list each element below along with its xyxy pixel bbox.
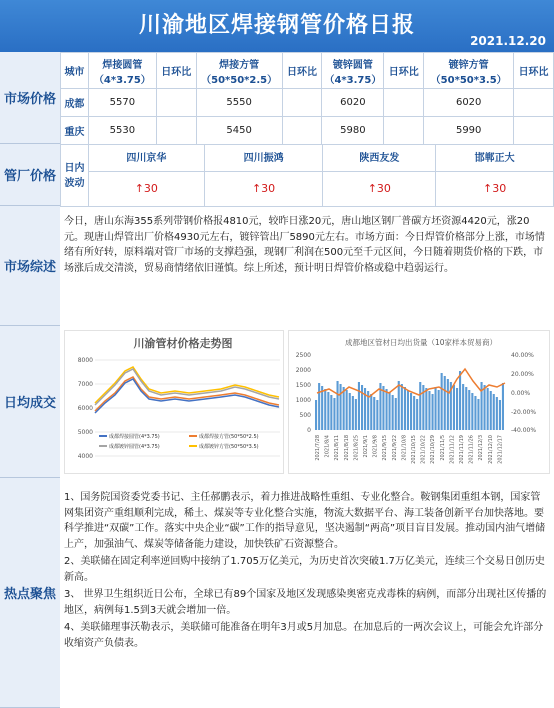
- bar: [410, 393, 412, 430]
- mill-change: ↑30: [483, 181, 507, 195]
- product-header: 镀锌方管 （50*50*3.5）: [424, 53, 514, 89]
- table-row: [61, 117, 554, 145]
- section-review: 市场综述: [0, 206, 60, 326]
- bar: [496, 397, 498, 430]
- legend-label: 成都焊接方管(50*50*2.5): [199, 434, 259, 440]
- dod-cell: [384, 117, 424, 145]
- section-hot: 热点聚焦: [0, 478, 60, 708]
- change-line: [317, 369, 505, 397]
- bar: [447, 379, 449, 430]
- bar: [327, 392, 329, 430]
- bar: [474, 396, 476, 430]
- city-header: 城市: [61, 53, 89, 89]
- bar: [499, 400, 501, 430]
- bar: [398, 381, 400, 430]
- hot-news-list: [64, 490, 548, 651]
- mill-name: 四川京华: [89, 146, 204, 172]
- dod-cell: [156, 117, 196, 145]
- x-tick: 2021/11/19: [459, 435, 465, 464]
- bar: [477, 399, 479, 430]
- y-tick: 7000: [77, 381, 93, 388]
- bar: [456, 388, 458, 430]
- x-tick: 2021/10/15: [411, 435, 417, 464]
- bar: [453, 385, 455, 430]
- bar: [324, 389, 326, 430]
- review-text: 今日，唐山东海355系列带钢价格报4810元，较昨日涨20元，唐山地区钢厂普碳方坯资源4420元，涨20元。现唐山焊管出厂价格4930元左右，镀锌管出厂5890元左右。市场方面：今日焊管价格部分上涨，市场情绪有所好转，原料端对管厂市场的支撑趋强，现钢厂利润在500元至千元区间，今日随着期货价格的下跌，市场涨后成交清淡，贸易商情绪依旧谨慎。综上所述，预计明日焊管价格或稳中趋弱运行。: [64, 216, 545, 274]
- mill-cell: [323, 145, 436, 207]
- y-tick: 1500: [295, 382, 311, 389]
- y-tick: 6000: [77, 405, 93, 412]
- legend-label: 成都焊接圆管(4*3.75): [109, 434, 160, 440]
- bar: [468, 390, 470, 430]
- bar: [493, 394, 495, 430]
- x-tick: 2021/10/22: [420, 435, 427, 464]
- dod-cell: [514, 89, 554, 117]
- x-tick: 2021/9/22: [391, 435, 398, 461]
- bar: [321, 386, 323, 430]
- bar: [438, 390, 440, 430]
- x-tick: 2021/8/4: [324, 435, 331, 458]
- dod-header: 日环比: [282, 53, 322, 89]
- mill-change: ↑30: [134, 181, 158, 195]
- shipment-svg: [289, 331, 551, 475]
- price-cell: 5450: [196, 117, 282, 145]
- bar: [392, 395, 394, 430]
- chart-title: 成都地区管材日均出货量（10家样本贸易商）: [344, 338, 498, 347]
- bar: [471, 393, 473, 430]
- bar: [407, 390, 409, 430]
- city-cell: 成都: [61, 89, 89, 117]
- bar: [441, 373, 443, 430]
- y2-tick: 40.00%: [511, 352, 534, 359]
- x-tick: 2021/11/5: [439, 435, 446, 461]
- section-daily: 日均成交: [0, 326, 60, 478]
- mill-cell: [436, 145, 554, 207]
- hot-item: 3、 世界卫生组织近日公布，全球已有89个国家及地区发现感染奥密克戎毒株的病例，而部分出现社区传播的地区，病例每1.5到3天就会增加一倍。: [64, 589, 547, 616]
- bar: [382, 386, 384, 430]
- price-cell: 5990: [424, 117, 514, 145]
- x-tick: 2021/8/25: [353, 435, 360, 461]
- y-tick: 8000: [77, 357, 93, 364]
- bar: [355, 399, 357, 430]
- product-header: 焊接方管 （50*50*2.5）: [196, 53, 282, 89]
- bar: [416, 399, 418, 430]
- dod-header: 日环比: [384, 53, 424, 89]
- mill-name: 邯郸正大: [436, 146, 553, 172]
- mill-cell: [204, 145, 323, 207]
- section-mill-price: 管厂价格: [0, 144, 60, 206]
- bar: [349, 393, 351, 430]
- bar: [404, 387, 406, 430]
- title-bar: [0, 0, 554, 52]
- x-tick: 2021/7/28: [315, 435, 321, 461]
- x-tick: 2021/8/18: [343, 435, 350, 461]
- bar: [401, 384, 403, 430]
- bar: [337, 381, 339, 430]
- city-cell: 重庆: [61, 117, 89, 145]
- price-trend-chart: [64, 330, 284, 474]
- section-market-price: 市场价格: [0, 52, 60, 144]
- bar: [419, 382, 421, 430]
- bar: [315, 400, 317, 430]
- price-cell: 6020: [322, 89, 384, 117]
- bar: [490, 391, 492, 430]
- bar: [465, 387, 467, 430]
- x-tick: 2021/11/26: [468, 435, 475, 464]
- y2-tick: -20.00%: [511, 409, 537, 416]
- x-tick: 2021/12/17: [497, 435, 504, 464]
- bar: [459, 371, 461, 430]
- y-tick: 500: [299, 412, 311, 419]
- dod-header: 日环比: [514, 53, 554, 89]
- product-header: 镀锌圆管 （4*3.75）: [322, 53, 384, 89]
- bar: [343, 387, 345, 430]
- y-tick: 1000: [295, 397, 311, 404]
- price-cell: 5980: [322, 117, 384, 145]
- x-tick: 2021/8/11: [334, 435, 341, 461]
- bar: [358, 382, 360, 430]
- table-row: [61, 89, 554, 117]
- bar: [432, 394, 434, 430]
- bar: [346, 390, 348, 430]
- y2-tick: 0.00%: [511, 390, 531, 397]
- hot-item: 1、国务院国资委党委书记、主任郝鹏表示，着力推进战略性重组、专业化整合。鞍钢集团重组本钢，国家管网集团资产重组顺利完成，稀土、煤炭等专业化整合实施，物流大数据平台、海工装备创新平台加快落地。要科学推进“双碳”工作。落实中央企业“碳”工作的指导意见，坚决遏制“两高”项目盲目发展。推动国内油气增储上产，加强油气、煤炭等储备能力建设，加快铁矿石资源整合。: [64, 492, 546, 550]
- price-cell: 6020: [424, 89, 514, 117]
- dod-cell: [156, 89, 196, 117]
- market-price-table: [60, 52, 554, 145]
- bar: [428, 391, 430, 430]
- x-tick: 2021/9/1: [363, 435, 369, 458]
- page-title: 川渝地区焊接钢管价格日报: [138, 13, 415, 38]
- y-tick: 2000: [295, 367, 311, 374]
- y-tick: 0: [307, 427, 311, 434]
- y2-tick: -40.00%: [511, 427, 537, 434]
- x-tick: 2021/9/8: [372, 435, 379, 458]
- fluctuation-label: 日内波动: [61, 145, 89, 207]
- y2-tick: 20.00%: [511, 371, 534, 378]
- bar: [444, 376, 446, 430]
- price-cell: 5530: [88, 117, 156, 145]
- bar: [389, 392, 391, 430]
- bar: [340, 384, 342, 430]
- chart-title: 川渝管材价格走势图: [133, 338, 233, 350]
- mill-cell: [88, 145, 204, 207]
- report-date: 2021.12.20: [470, 34, 546, 48]
- bar: [352, 396, 354, 430]
- y-tick: 5000: [77, 429, 93, 436]
- hot-item: 4、美联储理事沃勒表示，美联储可能准备在明年3月或5月加息。在加息后的一两次会议上，可能会允许部分收缩资产负债表。: [64, 622, 544, 649]
- bar: [425, 388, 427, 430]
- bar: [373, 397, 375, 430]
- bar: [484, 385, 486, 430]
- mill-name: 陕西友发: [323, 146, 435, 172]
- product-header: 焊接圆管 （4*3.75）: [88, 53, 156, 89]
- hot-item: 2、美联储在固定利率逆回购中接纳了1.705万亿美元，为历史首次突破1.7万亿美元，连续三个交易日创历史新高。: [64, 556, 545, 583]
- dod-cell: [282, 89, 322, 117]
- y-tick: 4000: [77, 453, 93, 460]
- price-trend-svg: [65, 331, 285, 475]
- dod-cell: [384, 89, 424, 117]
- price-cell: 5570: [88, 89, 156, 117]
- legend-label: 成都镀锌方管(50*50*3.5): [199, 444, 259, 450]
- mill-price-table: [60, 144, 554, 207]
- bar: [487, 388, 489, 430]
- x-tick: 2021/11/12: [449, 435, 456, 464]
- x-tick: 2021/10/8: [401, 435, 408, 461]
- bar: [376, 400, 378, 430]
- price-cell: 5550: [196, 89, 282, 117]
- legend-label: 成都镀锌圆管(4*3.75): [109, 444, 160, 450]
- mill-name: 四川振鸿: [205, 146, 323, 172]
- bar: [395, 398, 397, 430]
- shipment-chart: [288, 330, 550, 474]
- bar: [435, 387, 437, 430]
- dod-header: 日环比: [156, 53, 196, 89]
- bar: [318, 383, 320, 430]
- bar: [333, 398, 335, 430]
- bar: [413, 396, 415, 430]
- y-tick: 2500: [295, 352, 311, 359]
- mill-change: ↑30: [251, 181, 276, 195]
- mill-change: ↑30: [367, 181, 391, 195]
- x-tick: 2021/12/10: [487, 435, 494, 464]
- bar: [386, 389, 388, 430]
- bar: [330, 395, 332, 430]
- bar: [462, 384, 464, 430]
- x-tick: 2021/12/3: [478, 435, 485, 461]
- x-tick: 2021/9/15: [382, 435, 389, 461]
- x-tick: 2021/10/29: [430, 435, 437, 464]
- bar: [370, 394, 372, 430]
- bar: [502, 383, 504, 430]
- dod-cell: [514, 117, 554, 145]
- dod-cell: [282, 117, 322, 145]
